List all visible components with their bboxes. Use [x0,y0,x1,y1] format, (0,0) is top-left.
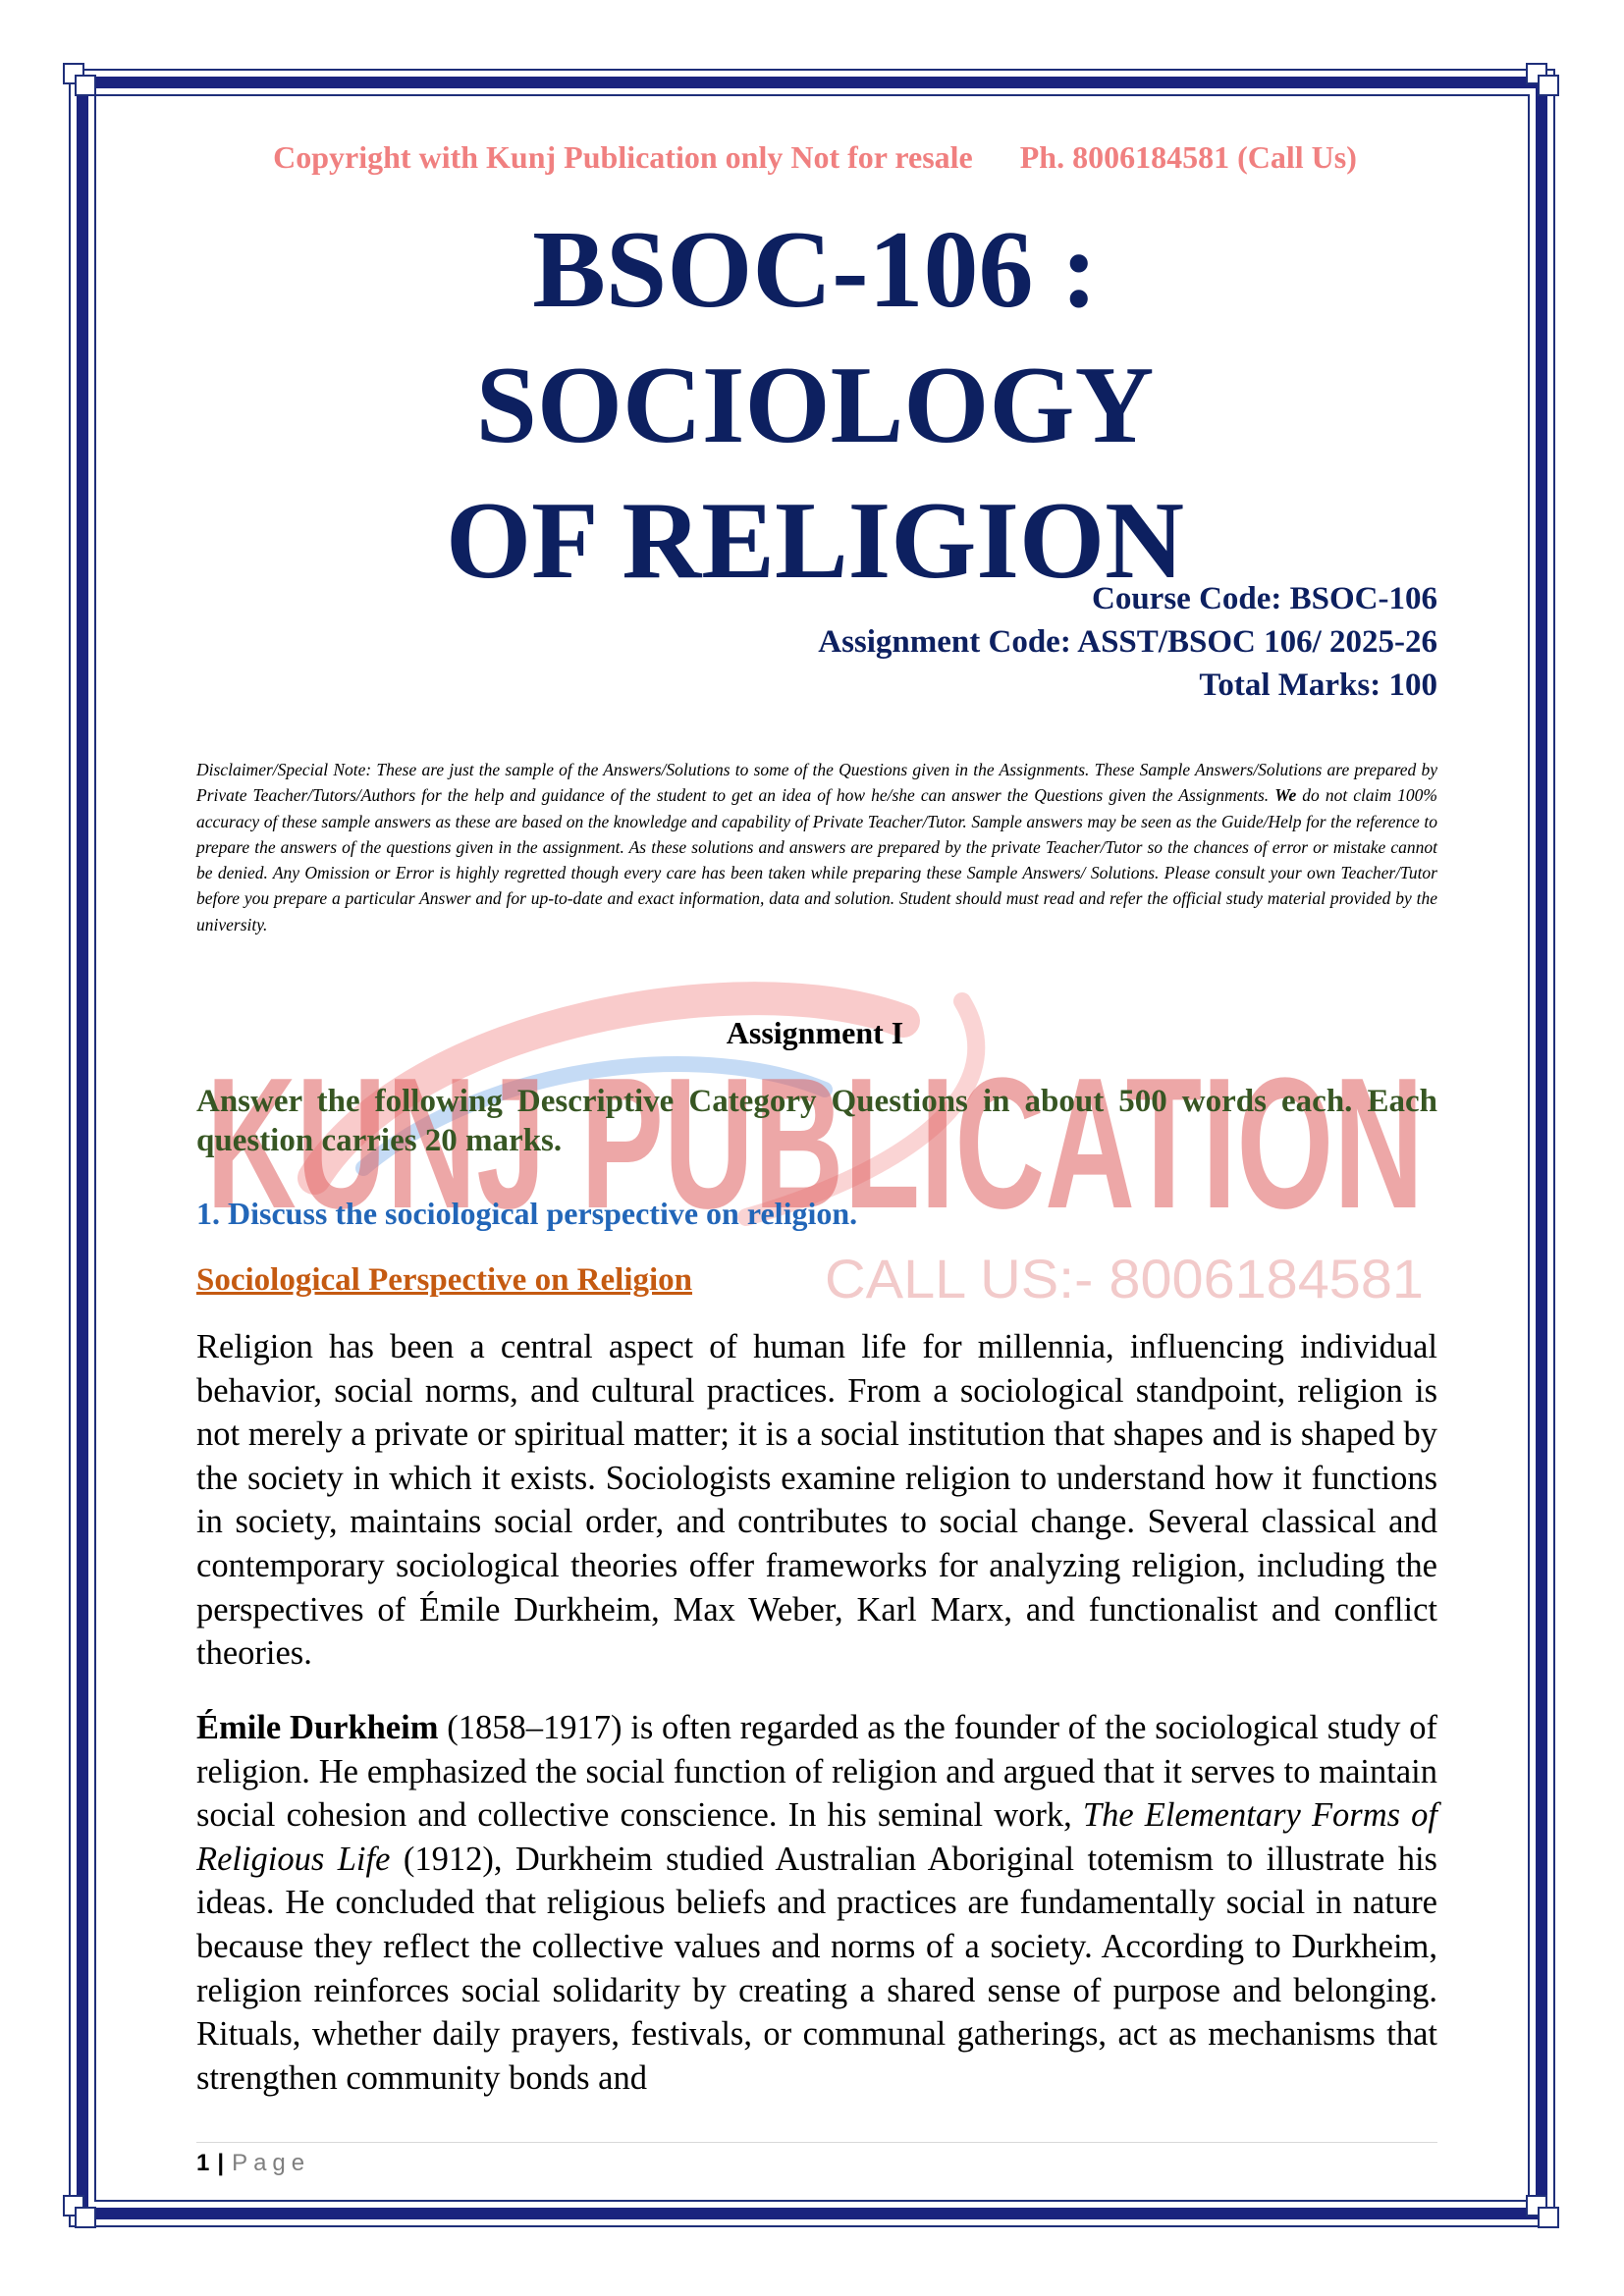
page-footer [196,2150,310,2177]
title-line-1: BSOC-106 : SOCIOLOGY [475,209,1155,466]
question-1: 1. Discuss the sociological perspective on religion. [196,1196,858,1231]
watermark-phone: CALL US:- 8006184581 [825,1248,1424,1306]
title-line-2: OF RELIGION [446,480,1184,602]
page-label: Page [232,2150,311,2176]
disclaimer [196,757,1437,937]
footer-separator: | [217,2150,225,2176]
paragraph-2-text-a: (1858–1917) is often regarded as the founder of the sociological study of religion. He emphasized the social function of religion and argued that it serves to maintain social cohesion and collective conscience. In his seminal work, [196,1709,1437,1835]
footer-divider [196,2142,1437,2143]
document-title [196,202,1434,609]
watermark-brand: KUNJ PUBLICATION [206,1040,1424,1248]
border-corner-bottom-left [63,2195,102,2234]
course-codes [196,577,1437,707]
assignment-code: Assignment Code: ASST/BSOC 106/ 2025-26 [818,624,1437,660]
durkheim-name: Émile Durkheim [196,1709,439,1746]
border-corner-bottom-right [1526,2195,1565,2234]
border-corner-top-right [1526,63,1565,102]
assignment-instruction: Answer the following Descriptive Category Questions in about 500 words each. Each question carries 20 marks. [196,1084,1437,1158]
disclaimer-part-1: Disclaimer/Special Note: These are just the sample of the Answers/Solutions to some of the Questions given in the Assignments. These Sample Answers/Solutions are prepared by Private Teacher/Tutors/Authors for the help and guidance of the student to get an idea of how he/she can answer the Questions given the Assignments. [196,760,1437,806]
disclaimer-we: We [1274,785,1297,806]
assignment-heading: Assignment I [726,1015,904,1050]
copyright-notice: Copyright with Kunj Publication only Not for resale Ph. 8006184581 (Call Us) [273,139,1357,175]
total-marks: Total Marks: 100 [1199,667,1437,703]
border-corner-top-left [63,63,102,102]
page-number: 1 [196,2150,210,2176]
book-title: The Elementary Forms of Religious Life [196,1796,1437,1878]
answer-subheading: Sociological Perspective on Religion [196,1262,693,1298]
answer-paragraph-2 [196,1706,1437,2100]
answer-paragraph-1: Religion has been a central aspect of human life for millennia, influencing individual behavior, social norms, and cultural practices. From a sociological standpoint, religion is not merely a private or spiritual matter; it is a social institution that shapes and is shaped by the society in which it exists. Sociologists examine religion to understand how it functions in society, maintains social order, and contributes to social change. Several classical and contemporary sociological theories offer frameworks for analyzing religion, including the perspectives of Émile Durkheim, Max Weber, Karl Marx, and functionalist and conflict theories. [196,1328,1437,1673]
paragraph-2-text-b: (1912), Durkheim studied Australian Aboriginal totemism to illustrate his ideas. He concluded that religious beliefs and practices are fundamentally social in nature because they reflect the collective values and norms of a society. According to Durkheim, religion reinforces social solidarity by creating a shared sense of purpose and belonging. Rituals, whether daily prayers, festivals, or communal gatherings, act as mechanisms that strengthen community bonds and [196,1840,1437,2097]
course-code: Course Code: BSOC-106 [1092,581,1437,616]
disclaimer-part-2: do not claim 100% accuracy of these sample answers as these are based on the knowledge and capability of Private Teacher/Tutor. Sample answers may be seen as the Guide/Help for the reference to prepare the answers of the questions given in the assignment. As these solutions and answers are prepared by the private Teacher/Tutor so the chances of error or mistake cannot be denied. Any Omission or Error is highly regretted though every care has been taken while preparing these Sample Answers/ Solutions. Please consult your own Teacher/Tutor before you prepare a particular Answer and for up-to-date and exact information, data and solution. Student should must read and refer the official study material provided by the university. [196,785,1437,934]
